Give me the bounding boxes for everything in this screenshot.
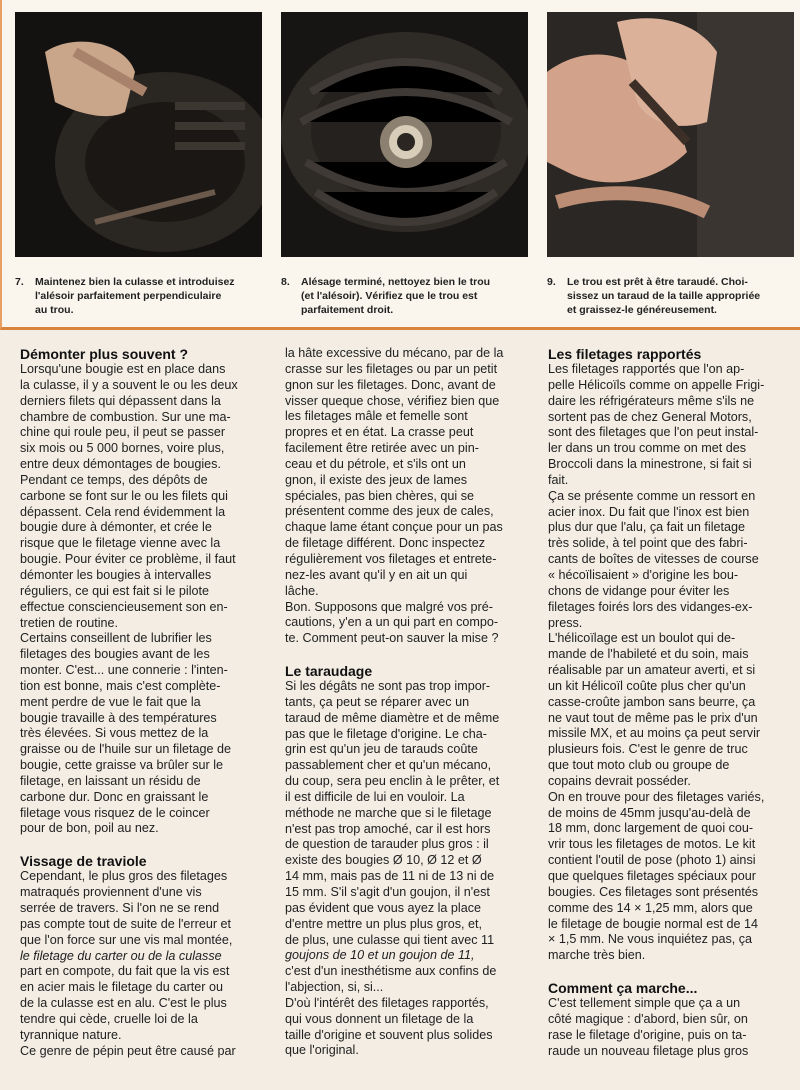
text-line: Ce genre de pépin peut être causé par xyxy=(20,1043,236,1058)
text-line: Cependant, le plus gros des filetages xyxy=(20,869,228,884)
heading-filetages-rapportes: Les filetages rapportés xyxy=(548,346,702,362)
photo-panel xyxy=(0,0,800,330)
text-line: tants, ça peut se réparer avec un xyxy=(285,694,470,709)
heading-demonter: Démonter plus souvent ? xyxy=(20,346,189,362)
text-line: gnon sur les filetages. Donc, avant de xyxy=(285,377,496,392)
text-line: raude un nouveau filetage plus gros xyxy=(548,1043,749,1058)
text-line: très solide, à tel point que des fabri- xyxy=(548,536,748,551)
text-line: bougies. Ces filetages sont présentés xyxy=(548,884,759,899)
text-line: du coup, sera peu enclin à le prêter, et xyxy=(285,774,500,789)
text-line: acier inox. Du fait que l'inox est bien xyxy=(548,504,750,519)
text-line: un kit Hélicoïl coûte plus cher qu'un xyxy=(548,678,746,693)
text-line: D'où l'intérêt des filetages rapportés, xyxy=(285,995,489,1010)
text-line: chaque lame étant conçue pour un pas xyxy=(285,520,503,535)
text-line: press. xyxy=(548,615,583,630)
paragraph xyxy=(285,679,530,996)
article-column-3 xyxy=(548,346,795,1059)
caption-line: Maintenez bien la culasse et introduisez xyxy=(35,276,235,288)
text-line: casse-croûte jambon sans beurre, ça xyxy=(548,694,756,709)
caption-number: 7. xyxy=(15,276,24,288)
text-line: de la culasse est en alu. C'est le plus xyxy=(20,996,227,1011)
text-line: méthode ne marche que si le filetage xyxy=(285,805,492,820)
text-line: vrir tous les filetages de motos. Le kit xyxy=(548,837,756,852)
paragraph xyxy=(20,1044,270,1060)
text-line: gnon, il existe des jeux de lames xyxy=(285,472,468,487)
heading-vissage: Vissage de traviole xyxy=(20,853,147,870)
text-line: plusieurs fois. C'est le genre de truc xyxy=(548,742,748,757)
text-line: visser queque chose, vérifiez bien que xyxy=(285,393,500,408)
caption-line: (et l'alésoir). Vérifiez que le trou est xyxy=(301,290,478,302)
text-line: filetages foirés lors des vidanges-ex- xyxy=(548,599,753,614)
text-line: mande de l'habileté et du soin, mais xyxy=(548,647,749,662)
heading-taraudage: Le taraudage xyxy=(285,663,373,680)
paragraph xyxy=(548,996,795,1059)
paragraph xyxy=(20,362,270,631)
text-line: risque que le filetage vienne avec la xyxy=(20,536,221,551)
caption-line: sissez un taraud de la taille appropriée xyxy=(567,290,761,302)
text-line: chine qui roule peu, il peut se passer xyxy=(20,425,226,440)
caption-line: Alésage terminé, nettoyez bien le trou xyxy=(301,276,491,288)
text-line: part en compote, du fait que la vis est xyxy=(20,964,230,979)
caption-line: et graissez-le généreusement. xyxy=(567,304,717,316)
text-line: entre deux démontages de bougies. xyxy=(20,457,221,472)
text-line: L'hélicoïlage est un boulot qui de- xyxy=(548,631,736,646)
text-line: carbone se font sur le ou les filets qui xyxy=(20,488,228,503)
paragraph xyxy=(285,346,530,600)
text-line: Les filetages rapportés que l'on ap- xyxy=(548,362,745,376)
text-line: monter. C'est... une connerie : l'inten- xyxy=(20,663,228,678)
text-line: crasse sur les filetages ou par un petit xyxy=(285,361,498,376)
text-line: bougie travaille à des températures xyxy=(20,710,217,725)
text-line: effectue consciencieusement son en- xyxy=(20,599,228,614)
article-column-2 xyxy=(285,346,530,1059)
text-line: qui vous donnent un filetage de la xyxy=(285,1011,474,1026)
text-line: pas que le filetage d'origine. Le cha- xyxy=(285,726,487,741)
text-line: la hâte excessive du mécano, par de la xyxy=(285,346,504,360)
text-line: cants de boîtes de vitesses de course xyxy=(548,552,759,567)
text-line: On en trouve pour des filetages variés, xyxy=(548,789,765,804)
text-line: de moins de 45mm jusqu'au-delà de xyxy=(548,805,751,820)
text-line: sortent pas de chez General Motors, xyxy=(548,409,752,424)
text-line: que quelques filetages spéciaux pour xyxy=(548,869,756,883)
text-line: pas compte tout de suite de l'erreur et xyxy=(20,916,232,931)
text-line: sont des filetages que l'on peut instal- xyxy=(548,425,759,440)
text-line: la culasse, il y a souvent le ou les deux xyxy=(20,377,238,392)
text-line: n'est pas trop amoché, car il est hors xyxy=(285,821,491,836)
photo-9 xyxy=(547,12,794,257)
text-line: c'est d'un inesthétisme aux confins de xyxy=(285,964,497,979)
text-line: Si les dégâts ne sont pas trop impor- xyxy=(285,679,491,694)
paragraph xyxy=(20,631,270,837)
text-line: filetage, en laissant un résidu de xyxy=(20,773,201,788)
text-line: que l'on force sur une vis mal montée, xyxy=(20,932,233,947)
text-line: fait. xyxy=(548,472,569,487)
text-line: 15 mm. S'il s'agit d'un goujon, il n'est xyxy=(285,885,490,899)
text-line: Ça se présente comme un ressort en xyxy=(548,488,756,503)
text-line: lâche. xyxy=(285,583,319,598)
text-line: taille d'origine et souvent plus solides xyxy=(285,1027,493,1042)
text-line: Bon. Supposons que malgré vos pré- xyxy=(285,599,493,614)
text-line: de question de tarauder plus gros : il xyxy=(285,837,489,852)
paragraph xyxy=(285,996,530,1059)
text-line: filetages des bougies avant de les xyxy=(20,647,210,662)
text-line: C'est tellement simple que ça a un xyxy=(548,996,741,1011)
text-line: Certains conseillent de lubrifier les xyxy=(20,631,212,646)
caption-line: au trou. xyxy=(35,304,74,316)
caption-number: 8. xyxy=(281,276,290,288)
text-line: côté magique : d'abord, bien sûr, on xyxy=(548,1011,748,1026)
text-line: ceau et du pétrole, et s'ils ont un xyxy=(285,456,466,471)
text-line: il est difficile de lui en vouloir. La xyxy=(285,789,465,804)
text-line: Lorsqu'une bougie est en place dans xyxy=(20,362,226,376)
text-line: six mois ou 5 000 bornes, voire plus, xyxy=(20,441,225,456)
text-line: pas évident que vous ayez la place xyxy=(285,900,482,915)
caption-number: 9. xyxy=(547,276,556,288)
text-line: Pendant ce temps, des dépôts de xyxy=(20,472,208,487)
text-line: tion est bonne, mais c'est complète- xyxy=(20,678,221,693)
text-line: l'abjection, si, si... xyxy=(285,980,384,995)
text-line: de filetage différent. Donc inspectez xyxy=(285,536,485,551)
text-line: tretien de routine. xyxy=(20,615,119,630)
text-line: que l'original. xyxy=(285,1043,359,1058)
text-line: contient l'outil de pose (photo 1) ainsi xyxy=(548,853,756,868)
text-line: tyrannique nature. xyxy=(20,1027,122,1042)
text-line: très élevées. Si vous mettez de la xyxy=(20,726,209,741)
article-column-1 xyxy=(20,346,270,1059)
text-line: 14 mm, mais pas de 11 ni de 13 ni de xyxy=(285,869,495,884)
text-line: derniers filets qui dépassent dans la xyxy=(20,393,221,408)
text-line: daire les réfrigérateurs même s'ils ne xyxy=(548,393,755,408)
text-line: en acier mais le filetage du carter ou xyxy=(20,980,224,995)
text-line: bougie, cette graisse va brûler sur le xyxy=(20,758,224,773)
text-line: bougie dure à démonter, et crée le xyxy=(20,520,212,535)
text-line: dépassent. Cela rend évidemment la xyxy=(20,504,226,519)
paragraph xyxy=(548,790,795,964)
paragraph xyxy=(20,869,270,1043)
text-line: graisse ou de l'huile sur un filetage de xyxy=(20,742,232,757)
text-line: passablement cher et qu'un mécano, xyxy=(285,758,492,773)
text-line: ler dans un trou comme on met des xyxy=(548,441,747,456)
text-line: pour de bon, poil au nez. xyxy=(20,821,159,836)
text-line: réguliers, ce qui est fait si le pilote xyxy=(20,583,209,598)
caption-line: parfaitement droit. xyxy=(301,304,394,316)
text-line: 18 mm, donc largement de quoi cou- xyxy=(548,821,754,836)
text-line: propres et en état. La crasse peut xyxy=(285,425,474,440)
text-line: « hécoïlisaient » d'origine les bou- xyxy=(548,567,739,582)
italic-phrase: le filetage du carter ou de la culasse xyxy=(20,948,222,963)
text-line: × 1,5 mm. Ne vous inquiétez pas, ça xyxy=(548,932,753,947)
text-line: facilement être retirée avec un pin- xyxy=(285,441,479,456)
paragraph xyxy=(285,600,530,648)
text-line: bougie. Pour éviter ce problème, il faut xyxy=(20,552,236,567)
text-line: grin est qu'un jeu de tarauds coûte xyxy=(285,742,478,757)
paragraph xyxy=(548,631,795,789)
caption-line: l'alésoir parfaitement perpendiculaire xyxy=(35,290,222,302)
text-line: les filetages mâle et femelle sont xyxy=(285,409,468,424)
text-line: carbone dur. Donc en graissant le xyxy=(20,789,209,804)
text-line: régulièrement vos filetages et entrete- xyxy=(285,551,497,566)
text-line: marche très bien. xyxy=(548,948,646,963)
text-line: Broccoli dans la minestrone, si fait si xyxy=(548,457,752,472)
text-line: que tout moto club ou groupe de xyxy=(548,758,730,773)
caption-line: Le trou est prêt à être taraudé. Choi- xyxy=(567,276,748,288)
text-line: démonter les bougies à intervalles xyxy=(20,567,212,582)
text-line: existe des bougies Ø 10, Ø 12 et Ø xyxy=(285,853,482,868)
text-line: d'entre mettre un plus plus gros, et, xyxy=(285,916,483,931)
text-line: filetage vous risquez de le coincer xyxy=(20,805,210,820)
text-line: réalisable par un amateur averti, et si xyxy=(548,663,756,678)
text-line: missile MX, et au moins ça peut servir xyxy=(548,726,761,741)
text-line: serrée de travers. Si l'on ne se rend xyxy=(20,901,220,915)
text-line: comme des 14 × 1,25 mm, alors que xyxy=(548,900,753,915)
photo-7 xyxy=(15,12,262,257)
paragraph xyxy=(548,489,795,632)
text-line: ne vaut tout de même pas le prix d'un xyxy=(548,710,758,725)
text-line: spéciales, pas bien chères, qui se xyxy=(285,488,475,503)
paragraph xyxy=(548,362,795,489)
text-line: rase le filetage d'origine, puis on ta- xyxy=(548,1027,747,1042)
text-line: pelle Hélicoïls comme on appelle Frigi- xyxy=(548,377,765,392)
text-line: tendre qui cède, cruelle loi de la xyxy=(20,1011,198,1026)
text-line: plus dur que l'alu, ça fait un filetage xyxy=(548,520,746,535)
text-line: le filetage de bougie normal est de 14 xyxy=(548,916,759,931)
text-line: copains devrait posséder. xyxy=(548,773,691,788)
text-line: matraqués proviennent d'une vis xyxy=(20,885,202,900)
text-line: chons de vidange pour éviter les xyxy=(548,583,730,598)
text-line: cautions, y'en a un qui part en compo- xyxy=(285,615,499,630)
text-line: chambre de combustion. Sur une ma- xyxy=(20,409,231,424)
text-line: présentent comme des jeux de cales, xyxy=(285,504,494,519)
photo-8 xyxy=(281,12,528,257)
italic-phrase: goujons de 10 et un goujon de 11, xyxy=(285,948,475,963)
text-line: ment perdre de vue le fait que la xyxy=(20,694,201,709)
text-line: taraud de même diamètre et de même xyxy=(285,710,500,725)
text-line: nez-les avant qu'il y en ait un qui xyxy=(285,567,468,582)
text-line: de plus, une culasse qui tient avec 11 xyxy=(285,932,495,947)
heading-comment-ca-marche: Comment ça marche... xyxy=(548,980,698,997)
text-line: te. Comment peut-on sauver la mise ? xyxy=(285,631,499,646)
